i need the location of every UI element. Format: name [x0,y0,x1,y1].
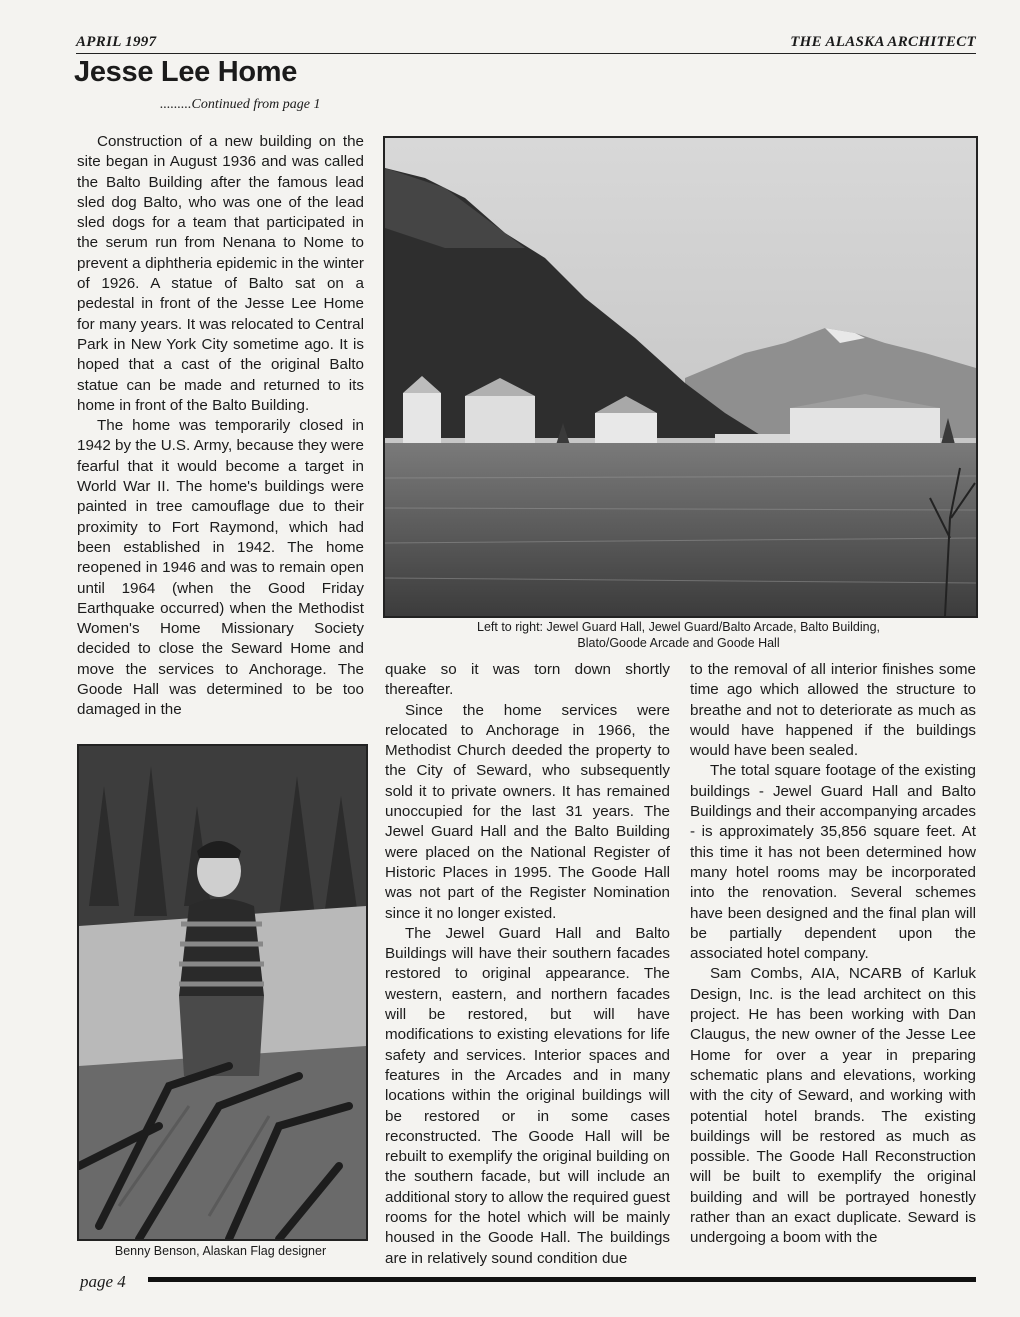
footer-rule [148,1277,976,1282]
portrait-photo [77,744,368,1241]
landscape-photo-caption [383,619,974,651]
paragraph: The total square footage of the existing buildings - Jewel Guard Hall and Balto Buildings and their accompanying arcades - is approximately 35,856 square feet. At this time it has not been determined how many hotel rooms may be incorporated into the renovation. Several schemes have been designed and the final plan will be partially dependent upon the associated hotel company. [690,762,976,963]
article-title: Jesse Lee Home [74,56,298,88]
paragraph: Construction of a new building on the site began in August 1936 and was called the Balto Building after the famous lead sled dog Balto, who was one of the lead sled dogs for a team that participated in the serum run from Nenana to Nome to prevent a diphtheria epidemic in the winter of 1926. A statue of Balto sat on a pedestal in front of the Jesse Lee Home for many years. It was relocated to Central Park in New York City sometime ago. It is hoped that a cast of the original Balto statue can be made and returned to its home in front of the Balto Building. [77,133,364,414]
landscape-photo [383,136,978,618]
caption-line: Left to right: Jewel Guard Hall, Jewel Guard/Balto Arcade, Balto Building, [477,620,880,634]
header-rule [76,53,976,54]
issue-date: APRIL 1997 [76,34,157,50]
continued-note: .........Continued from page 1 [160,97,321,112]
paragraph: Since the home services were relocated to Anchorage in 1966, the Methodist Church deeded the property to the City of Seward, who subsequently sold it to private owners. It has remained unoccupied for the last 31 years. The Jewel Guard Hall and the Balto Building were placed on the National Register of Historic Places in 1995. The Goode Hall was not part of the Register Nomination since it no longer existed. [385,701,670,922]
paragraph: to the removal of all interior finishes some time ago which allowed the structure to breathe and not to deteriorate as much as would have happened if the buildings would have been sealed. [690,661,976,760]
paragraph: Sam Combs, AIA, NCARB of Karluk Design, Inc. is the lead architect on this project. He has been working with Dan Claugus, the new owner of the Jesse Lee Home for over a year in preparing schematic plans and elevations, working with the city of Seward, and working with potential hotel brands. The existing buildings will be restored as much as possible. The Goode Hall Reconstruction will be built to exemplify the original building and will be portrayed honestly rather than an exact duplicate. Seward is undergoing a boom with the [690,965,976,1247]
column-1 [77,132,364,721]
column-3 [690,660,976,1249]
caption-line: Blato/Goode Arcade and Goode Hall [577,636,780,650]
page-number: page 4 [80,1272,126,1291]
portrait-photo-caption: Benny Benson, Alaskan Flag designer [114,1244,327,1258]
paragraph: The home was temporarily closed in 1942 by the U.S. Army, because they were fearful that it would become a target in World War II. The home's buildings were painted in tree camouflage due to their proximity to Fort Raymond, which had been established in 1942. The home reopened in 1946 and was to remain open until 1964 (when the Good Friday Earthquake occurred) when the Methodist Women's Home Missionary Society decided to close the Seward Home and move the services to Anchorage. The Goode Hall was determined to be too damaged in the [77,417,364,719]
portrait-photo-image [79,746,366,1239]
publication-name: THE ALASKA ARCHITECT [790,34,976,50]
paragraph: quake so it was torn down shortly thereafter. [385,661,670,699]
landscape-photo-image [385,138,976,616]
paragraph: The Jewel Guard Hall and Balto Buildings will have their southern facades restored to original appearance. The western, eastern, and northern facades will be restored, but will have modifications to existing elevations for life safety and services. Interior spaces and features in the Arcades and in many locations within the original buildings will be restored or in some cases reconstructed. The Goode Hall will be rebuilt to exemplify the original building on the southern facade, but will include an additional story to allow the required guest rooms for the hotel which will be mainly housed in the Goode Hall. The buildings are in relatively sound condition due [385,924,670,1267]
column-2 [385,660,670,1269]
